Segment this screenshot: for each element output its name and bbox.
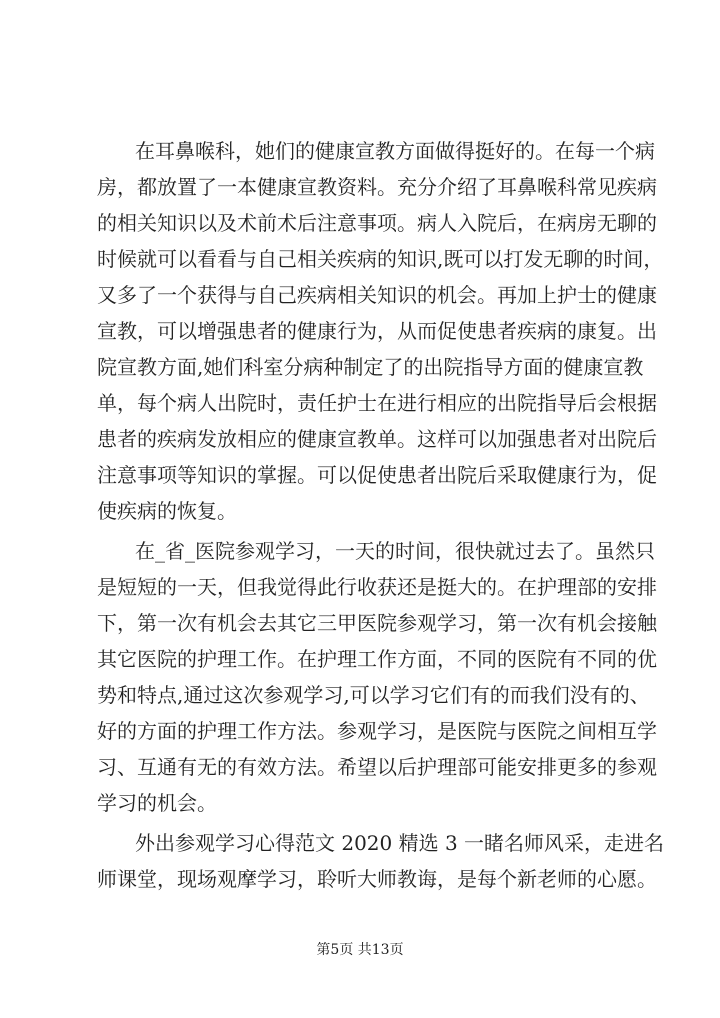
text-line: 师课堂，现场观摩学习，聆听大师教诲，是每个新老师的心愿。: [97, 867, 657, 891]
text-line: 的相关知识以及术前术后注意事项。病人入院后，在病房无聊的: [97, 211, 657, 235]
text-line: 注意事项等知识的掌握。可以促使患者出院后采取健康行为，促: [97, 463, 657, 487]
text-line: 患者的疾病发放相应的健康宣教单。这样可以加强患者对出院后: [97, 427, 657, 451]
text-line: 时候就可以看看与自己相关疾病的知识,既可以打发无聊的时间，: [97, 247, 664, 271]
text-line: 好的方面的护理工作方法。参观学习，是医院与医院之间相互学: [97, 719, 657, 743]
text-line: 下，第一次有机会去其它三甲医院参观学习，第一次有机会接触: [97, 611, 657, 635]
text-line: 院宣教方面,她们科室分病种制定了的出院指导方面的健康宣教: [97, 355, 644, 379]
text-line: 单，每个病人出院时，责任护士在进行相应的出院指导后会根据: [97, 391, 657, 415]
text-line: 使疾病的恢复。: [97, 499, 237, 523]
text-line: 习、互通有无的有效方法。希望以后护理部可能安排更多的参观: [97, 755, 657, 779]
text-line: 外出参观学习心得范文 2020 精选 3 一睹名师风采，走进名: [135, 831, 665, 855]
text-line: 房，都放置了一本健康宣教资料。充分介绍了耳鼻喉科常见疾病: [97, 175, 657, 199]
text-line: 又多了一个获得与自己疾病相关知识的机会。再加上护士的健康: [97, 283, 657, 307]
text-line: 是短短的一天，但我觉得此行收获还是挺大的。在护理部的安排: [97, 575, 657, 599]
text-line: 宣教，可以增强患者的健康行为，从而促使患者疾病的康复。出: [97, 319, 657, 343]
text-line: 其它医院的护理工作。在护理工作方面，不同的医院有不同的优: [97, 647, 657, 671]
text-line: 学习的机会。: [97, 791, 217, 815]
text-line: 在耳鼻喉科，她们的健康宣教方面做得挺好的。在每一个病: [135, 139, 655, 163]
text-line: 在_省_医院参观学习，一天的时间，很快就过去了。虽然只: [135, 539, 655, 563]
page-footer: 第5页 共13页: [316, 942, 404, 958]
text-line: 势和特点,通过这次参观学习,可以学习它们有的而我们没有的、: [97, 683, 650, 707]
